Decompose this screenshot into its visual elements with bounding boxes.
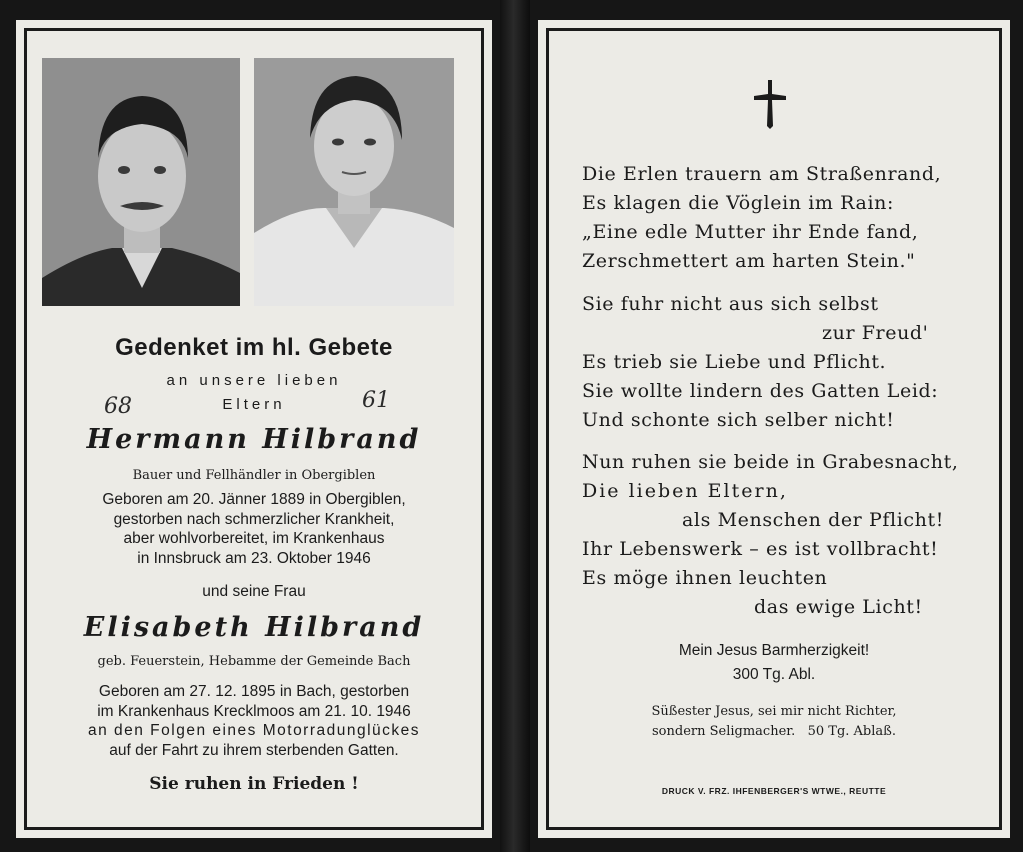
poem-line: „Eine edle Mutter ihr Ende fand, [582, 221, 919, 243]
handwritten-age-left: 68 [104, 394, 132, 419]
poem-line: das ewige Licht! [754, 596, 923, 618]
handwritten-age-right: 61 [362, 388, 390, 413]
wife-bio-line: im Krankenhaus Krecklmoos am 21. 10. 1946 [97, 702, 411, 720]
wife-bio-line: Geboren am 27. 12. 1895 in Bach, gestorben [98, 683, 410, 700]
wife-bio-line: auf der Fahrt zu ihrem sterbenden Gatten. [109, 741, 399, 759]
prayer-jesus-line-1: Süßester Jesus, sei mir nicht Richter, [651, 704, 897, 719]
poem-stanza-2 [582, 290, 982, 435]
wife-biography [30, 682, 478, 760]
poem-stanza-1 [582, 160, 982, 276]
wife-portrait [254, 58, 454, 306]
husband-name: Hermann Hilbrand [86, 424, 422, 455]
poem-line: Sie wollte lindern des Gatten Leid: [582, 380, 939, 402]
prayer-jesus-line-2: sondern Seligmacher. 50 Tg. Ablaß. [652, 724, 896, 739]
poem-line: Die lieben Eltern, [582, 480, 788, 502]
printer-imprint: DRUCK V. FRZ. IHFENBERGER'S WTWE., REUTTE [661, 786, 887, 796]
wife-name: Elisabeth Hilbrand [83, 612, 425, 643]
an-unsere-lieben: an unsere lieben [166, 372, 342, 389]
poem-line: Zerschmettert am harten Stein." [582, 250, 916, 272]
prayer-mercy: Mein Jesus Barmherzigkeit! [678, 642, 870, 659]
poem-line: Ihr Lebenswerk – es ist vollbracht! [582, 538, 939, 560]
poem-line: Sie fuhr nicht aus sich selbst [582, 293, 879, 315]
poem-line: zur Freud' [822, 322, 929, 344]
eltern-label: Eltern [222, 396, 286, 413]
poem-line: Es klagen die Vöglein im Rain: [582, 192, 894, 214]
poem-line: Und schonte sich selber nicht! [582, 409, 895, 431]
wife-bio-line: an den Folgen eines Motorradunglückes [87, 722, 421, 739]
poem-line: Nun ruhen sie beide in Grabesnacht, [582, 451, 959, 473]
right-card [538, 20, 1010, 838]
memorial-title: Gedenket im hl. Gebete [115, 334, 393, 361]
wife-occupation: geb. Feuerstein, Hebamme der Gemeinde Bach [97, 654, 411, 669]
prayer-mercy-indulgence: 300 Tg. Abl. [732, 666, 816, 683]
poem-stanza-3 [582, 448, 982, 622]
husband-bio-line: Geboren am 20. Jänner 1889 in Obergiblen, [102, 491, 406, 508]
husband-biography [30, 490, 478, 568]
poem-line: Es trieb sie Liebe und Pflicht. [582, 351, 887, 373]
husband-portrait [42, 58, 240, 306]
poem-line: Die Erlen trauern am Straßenrand, [582, 163, 942, 185]
husband-bio-line: aber wohlvorbereitet, im Krankenhaus [123, 530, 385, 547]
husband-bio-line: gestorben nach schmerzlicher Krankheit, [113, 510, 395, 528]
husband-bio-line: in Innsbruck am 23. Oktober 1946 [137, 549, 371, 567]
card-fold [500, 0, 530, 852]
cross-icon [752, 78, 788, 130]
poem-line: Es möge ihnen leuchten [582, 567, 828, 589]
und-seine-frau: und seine Frau [202, 583, 306, 600]
poem-line: als Menschen der Pflicht! [682, 509, 944, 531]
rest-in-peace: Sie ruhen in Frieden ! [149, 774, 359, 794]
left-card [16, 20, 492, 838]
husband-occupation: Bauer und Fellhändler in Obergiblen [132, 468, 376, 483]
